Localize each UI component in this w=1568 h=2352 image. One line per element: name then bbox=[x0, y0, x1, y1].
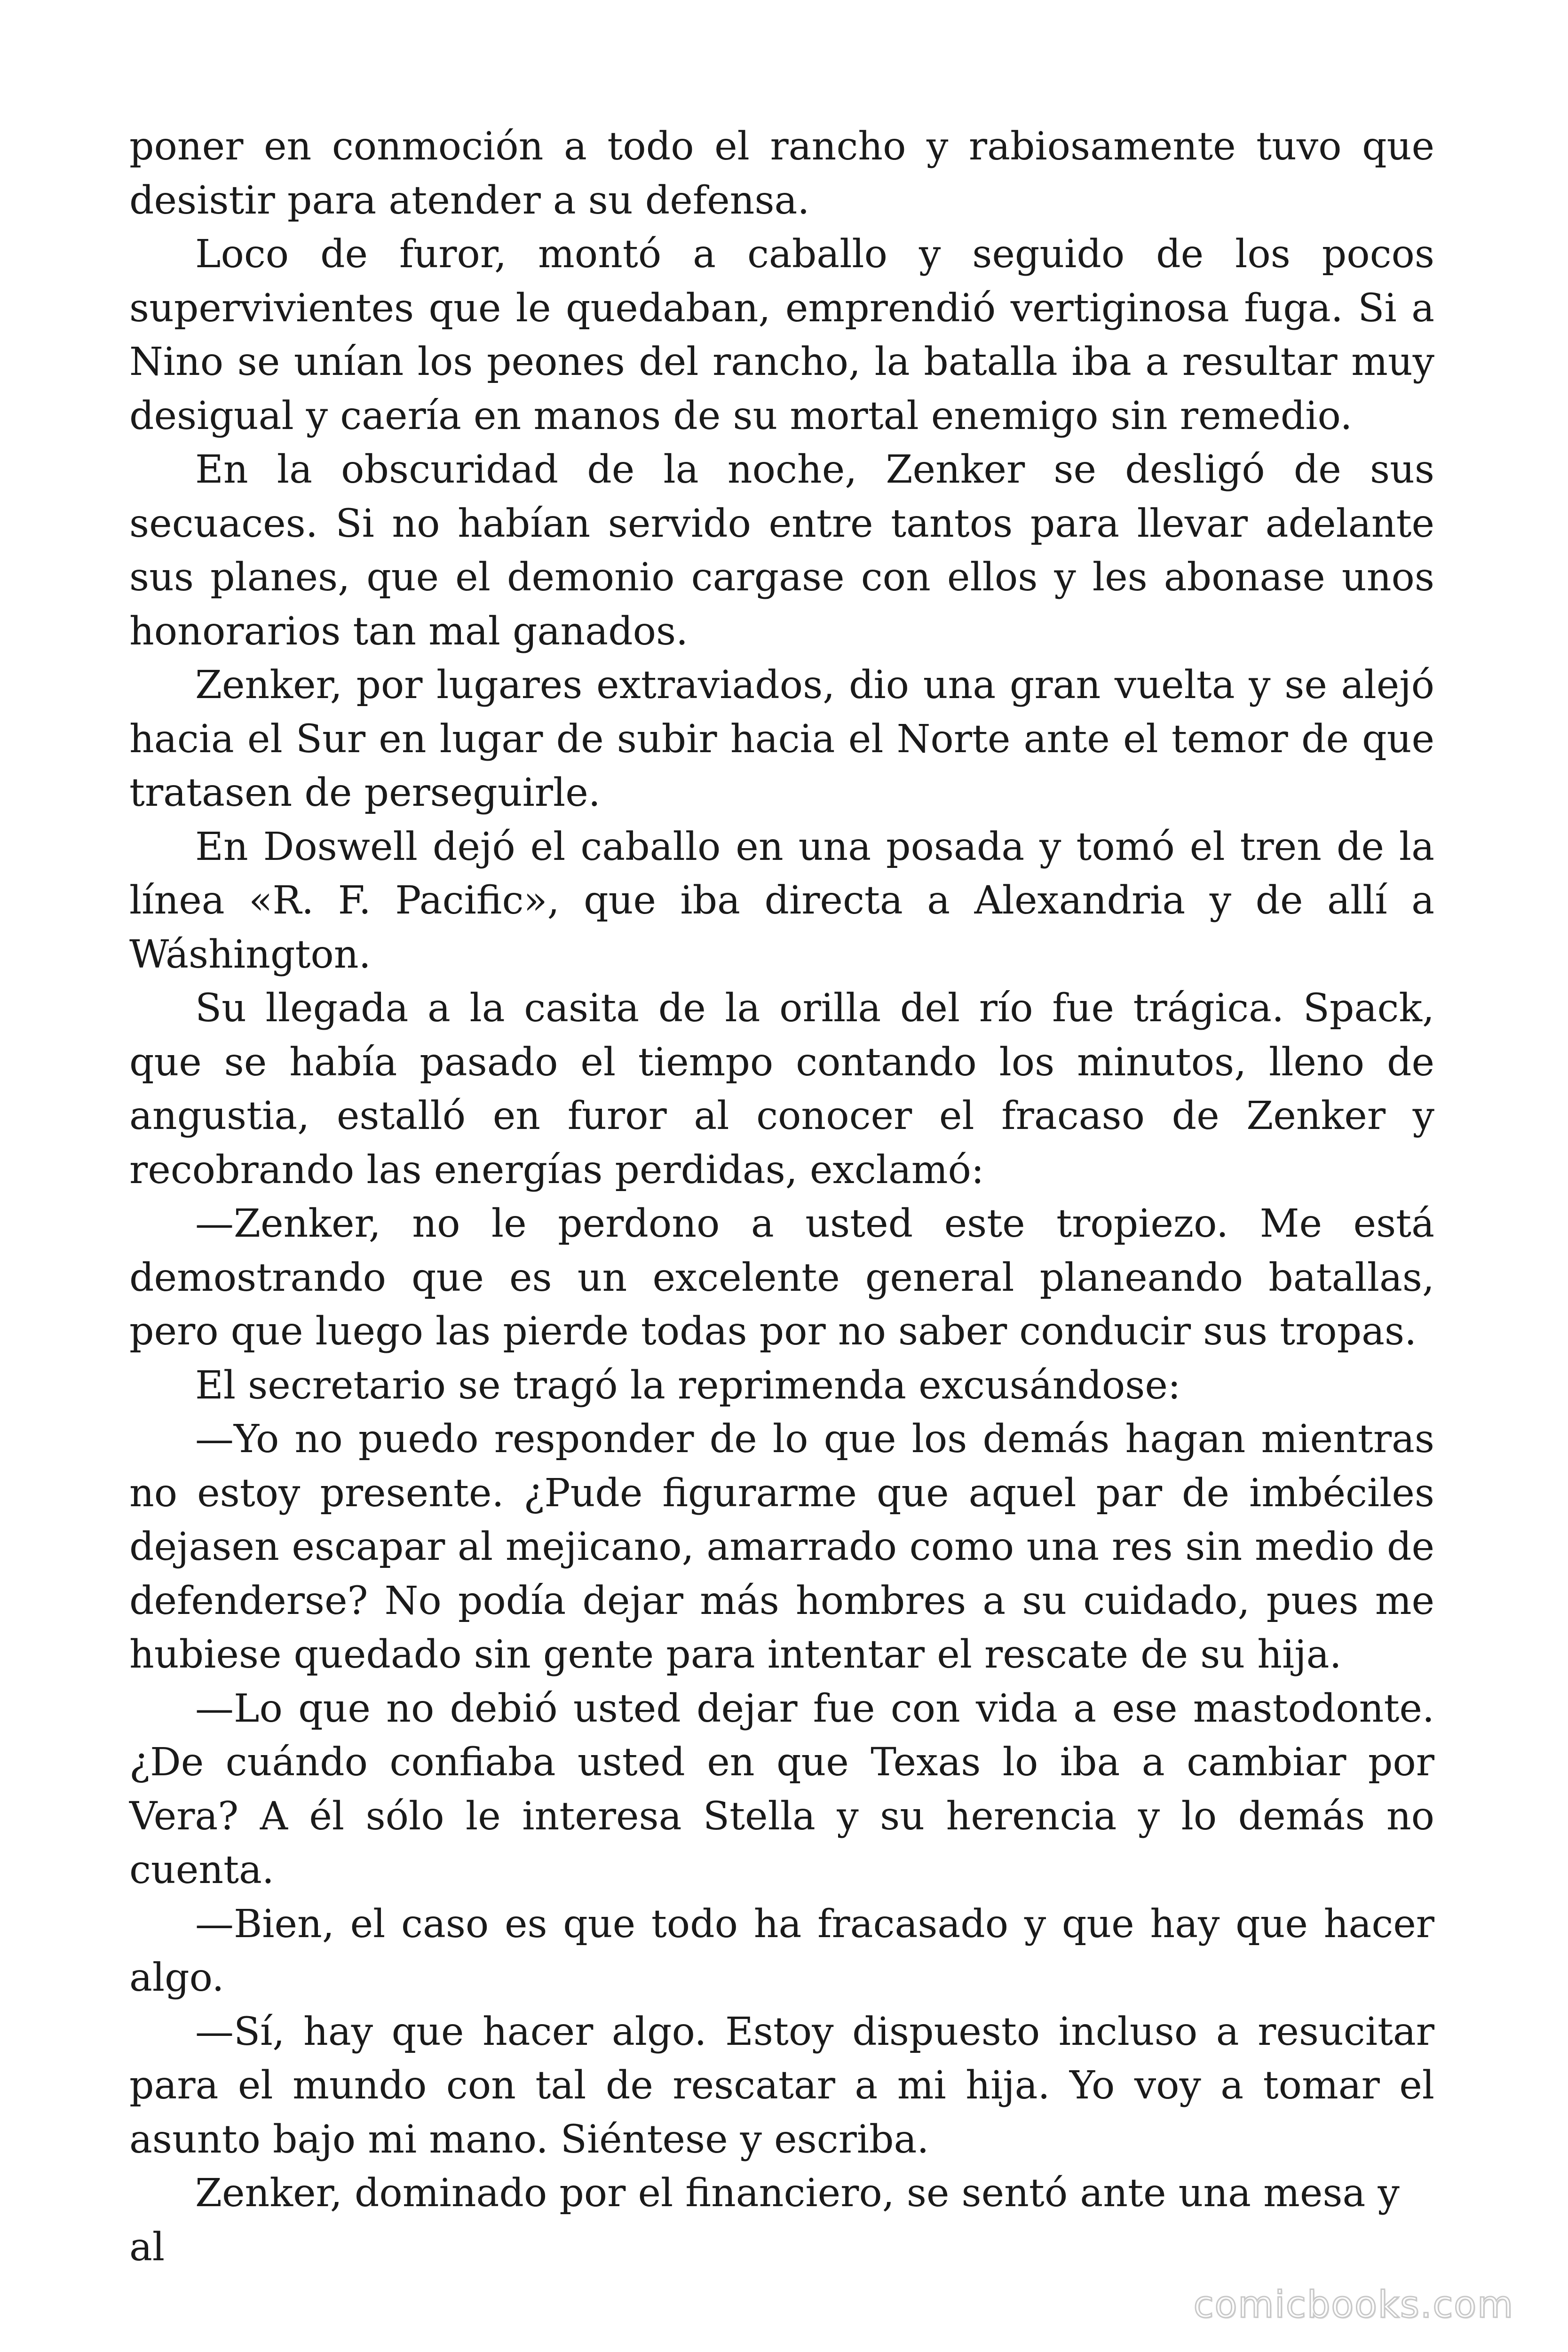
paragraph-10: —Lo que no debió usted dejar fue con vida a ese mastodonte. ¿De cuándo confiaba usted en que Texas lo iba a cambiar por Vera? A él sólo le interesa Stella y su herencia y lo demás no cuenta. bbox=[129, 1686, 1434, 1892]
paragraph-9: —Yo no puedo responder de lo que los demás hagan mientras no estoy presente. ¿Pude figurarme que aquel par de imbéciles dejasen escapar al mejicano, amarrado como una res sin medio de defenderse? No podía dejar más hombres a su cuidado, pues me hubiese quedado sin gente para intentar el rescate de su hija. bbox=[129, 1417, 1434, 1677]
paragraph-2: Loco de furor, montó a caballo y seguido de los pocos supervivientes que le quedaban, emprendió vertiginosa fuga. Si a Nino se unían los peones del rancho, la batalla iba a resultar muy desigual y caería en manos de su mortal enemigo sin remedio. bbox=[129, 232, 1434, 438]
watermark: comicbooks.com bbox=[1193, 2284, 1514, 2326]
paragraph-6: Su llegada a la casita de la orilla del río fue trágica. Spack, que se había pasado el tiempo contando los minutos, lleno de angustia, estalló en furor al conocer el fracaso de Zenker y recobrando las energías perdidas, exclamó: bbox=[129, 986, 1434, 1192]
paragraph-8: El secretario se tragó la reprimenda excusándose: bbox=[195, 1363, 1181, 1408]
paragraph-1: poner en conmoción a todo el rancho y rabiosamente tuvo que desistir para atender a su defensa. bbox=[129, 124, 1434, 223]
paragraph-13: Zenker, dominado por el financiero, se sentó ante una mesa y al bbox=[129, 2171, 1400, 2270]
paragraph-11: —Bien, el caso es que todo ha fracasado y que hay que hacer algo. bbox=[129, 1901, 1434, 2000]
paragraph-3: En la obscuridad de la noche, Zenker se desligó de sus secuaces. Si no habían servido entre tantos para llevar adelante sus planes, que el demonio cargase con ellos y les abonase unos honorarios tan mal ganados. bbox=[129, 447, 1434, 654]
paragraph-7: —Zenker, no le perdono a usted este tropiezo. Me está demostrando que es un excelente general planeando batallas, pero que luego las pierde todas por no saber conducir sus tropas. bbox=[129, 1201, 1434, 1354]
body-text bbox=[129, 120, 1434, 2274]
paragraph-12: —Sí, hay que hacer algo. Estoy dispuesto incluso a resucitar para el mundo con tal de rescatar a mi hija. Yo voy a tomar el asunto bajo mi mano. Siéntese y escriba. bbox=[129, 2009, 1434, 2162]
paragraph-4: Zenker, por lugares extraviados, dio una gran vuelta y se alejó hacia el Sur en lugar de subir hacia el Norte ante el temor de que tratasen de perseguirle. bbox=[129, 663, 1434, 815]
paragraph-5: En Doswell dejó el caballo en una posada y tomó el tren de la línea «R. F. Pacific», que iba directa a Alexandria y de allí a Wáshington. bbox=[129, 824, 1434, 977]
